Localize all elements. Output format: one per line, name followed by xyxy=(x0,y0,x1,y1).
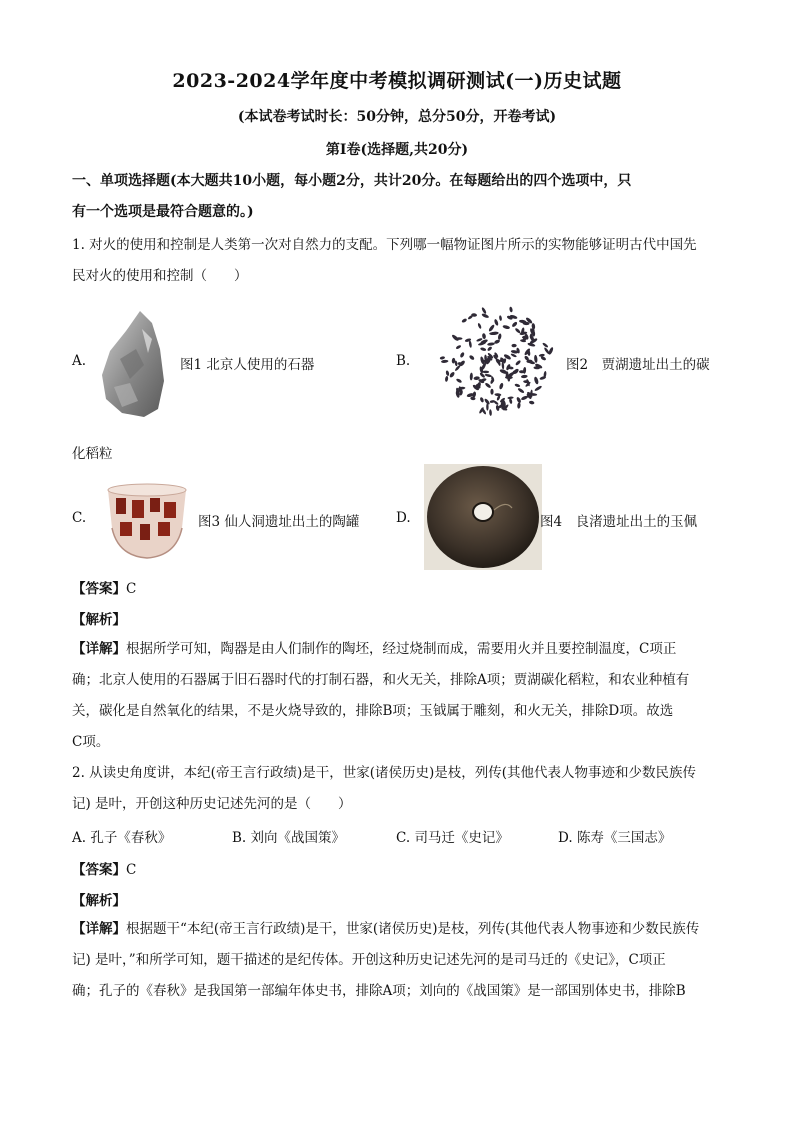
rice-grain xyxy=(509,306,513,312)
rice-grain xyxy=(511,344,516,347)
question-1-stem xyxy=(72,230,724,292)
option-a: A. 孔子《春秋》 xyxy=(72,830,172,846)
detail-line: 确；北京人使用的石器属于旧石器时代的打制石器，和火无关，排除A项；贾湖碳化稻粒，和农业种植有 xyxy=(72,672,690,688)
rice-grain xyxy=(534,355,538,363)
option-d: D. 陈寿《三国志》 xyxy=(558,830,672,846)
exam-title: 2023-2024学年度中考模拟调研测试(一)历史试题 xyxy=(172,70,622,92)
rice-grain xyxy=(539,354,545,358)
question-2-options xyxy=(72,826,724,850)
option-b: B. 刘向《战国策》 xyxy=(232,830,346,846)
carbonized-rice-image xyxy=(432,299,564,423)
detail-line: 确；孔子的《春秋》是我国第一部编年体史书，排除A项；刘向的《战国策》是一部国别体史书，排除B xyxy=(72,983,686,999)
rice-grain xyxy=(494,393,501,396)
rice-grain xyxy=(517,402,521,409)
rice-grain xyxy=(468,340,472,348)
rice-grain xyxy=(449,371,456,378)
stem-line: 记) 是叶，开创这种历史记述先河的是（ ） xyxy=(72,796,352,812)
question-1-answer xyxy=(72,577,136,597)
rice-grain xyxy=(456,378,463,384)
rice-grain xyxy=(489,409,492,416)
rice-grain xyxy=(487,342,495,346)
answer-value: C xyxy=(126,862,137,878)
rice-grain xyxy=(459,352,465,359)
rice-grain xyxy=(469,354,475,360)
question-1-options-cd xyxy=(72,464,724,574)
jade-pendant-image xyxy=(424,464,542,570)
section-heading-line: 有一个选项是最符合题意的。) xyxy=(72,204,254,220)
rice-grain xyxy=(461,318,467,323)
option-c-caption: 图3 仙人洞遗址出土的陶罐 xyxy=(198,514,360,530)
option-b-caption: 图2 贾湖遗址出土的碳 xyxy=(566,357,710,373)
rice-grain xyxy=(441,360,449,364)
rice-grain xyxy=(445,370,449,376)
option-d-caption: 图4 良渚遗址出土的玉佩 xyxy=(540,514,698,530)
detail-line: 【详解】根据所学可知，陶器是由人们制作的陶坯，经过烧制而成，需要用火并且要控制温度，C项正 xyxy=(72,641,677,657)
rice-grain xyxy=(521,375,528,379)
rice-grain xyxy=(499,382,504,389)
rice-grain xyxy=(499,315,502,321)
detail-tag: 【详解】 xyxy=(72,641,126,657)
stem-line: 2. 从读史角度讲，本纪(帝王言行政绩)是干，世家(诸侯历史)是枝，列传(其他代表人物事迹和少数民族传 xyxy=(72,765,697,781)
rice-grain xyxy=(502,325,510,330)
option-c: C. 司马迁《史记》 xyxy=(396,830,509,846)
question-2-stem xyxy=(72,758,724,820)
question-2-answer xyxy=(72,858,136,878)
rice-grain xyxy=(515,360,522,366)
option-b-letter: B. xyxy=(396,353,411,369)
rice-grain xyxy=(479,397,484,403)
section-heading-line: 一、单项选择题(本大题共10小题，每小题2分，共计20分。在每题给出的四个选项中，只 xyxy=(72,173,632,189)
option-d-letter: D. xyxy=(396,510,411,526)
part-heading: 第Ⅰ卷(选择题,共20分) xyxy=(325,142,469,158)
rice-grain xyxy=(484,373,492,377)
option-a-caption: 图1 北京人使用的石器 xyxy=(180,357,315,373)
stem-line: 民对火的使用和控制（ ） xyxy=(72,268,248,284)
rice-grain xyxy=(529,400,535,404)
rice-grain xyxy=(482,371,489,374)
rice-grain xyxy=(494,319,499,326)
exam-subtitle: (本试卷考试时长：50分钟，总分50分，开卷考试) xyxy=(237,109,557,125)
rice-grain xyxy=(440,356,446,360)
rice-grain xyxy=(510,353,517,358)
stone-tool-image xyxy=(100,309,166,419)
rice-grain xyxy=(455,344,461,349)
rice-grain xyxy=(477,323,482,330)
question-2-detail xyxy=(72,914,724,1007)
question-2-analysis-tag: 【解析】 xyxy=(72,893,126,909)
rice-grain xyxy=(488,324,495,332)
rice-grain xyxy=(517,387,525,394)
rice-grain xyxy=(481,307,487,315)
question-1-analysis-tag: 【解析】 xyxy=(72,612,126,628)
rice-grain xyxy=(498,333,502,340)
detail-line: 关，碳化是自然氧化的结果，不是火烧导致的，排除B项；玉钺属于雕刻，和火无关，排除D项。故选 xyxy=(72,703,674,719)
option-a-letter: A. xyxy=(72,353,87,369)
rice-grain xyxy=(542,342,549,348)
rice-grain xyxy=(482,333,487,339)
detail-line: 记) 是叶，”和所学可知，题干描述的是纪传体。开创这种历史记述先河的是司马迁的《史记》，C项正 xyxy=(72,952,666,968)
rice-grain xyxy=(534,385,542,392)
stem-line: 1. 对火的使用和控制是人类第一次对自然力的支配。下列哪一幅物证图片所示的实物能够证明古代中国先 xyxy=(72,237,697,253)
rice-grain xyxy=(470,373,473,381)
answer-tag: 【答案】 xyxy=(72,581,126,597)
section-heading xyxy=(72,166,724,228)
rice-grain xyxy=(533,376,539,385)
rice-grain xyxy=(516,396,522,403)
rice-grain xyxy=(480,347,487,352)
answer-tag: 【答案】 xyxy=(72,862,126,878)
option-b-caption-wrap: 化稻粒 xyxy=(72,446,113,462)
detail-line: 【详解】根据题干“本纪(帝王言行政绩)是干，世家(诸侯历史)是枝，列传(其他代表人物事迹和少数民族传 xyxy=(72,921,700,937)
rice-grain xyxy=(490,389,493,395)
pottery-jar-image xyxy=(106,480,188,560)
question-1-detail xyxy=(72,634,724,758)
rice-grain xyxy=(511,321,518,328)
option-c-letter: C. xyxy=(72,510,87,526)
answer-value: C xyxy=(126,581,137,597)
rice-grain xyxy=(445,376,449,382)
rice-grain xyxy=(514,383,520,387)
detail-tag: 【详解】 xyxy=(72,921,126,937)
question-1-options-ab xyxy=(72,305,724,415)
rice-grain xyxy=(487,346,493,352)
detail-line: C项。 xyxy=(72,734,110,750)
rice-grain xyxy=(514,327,521,334)
